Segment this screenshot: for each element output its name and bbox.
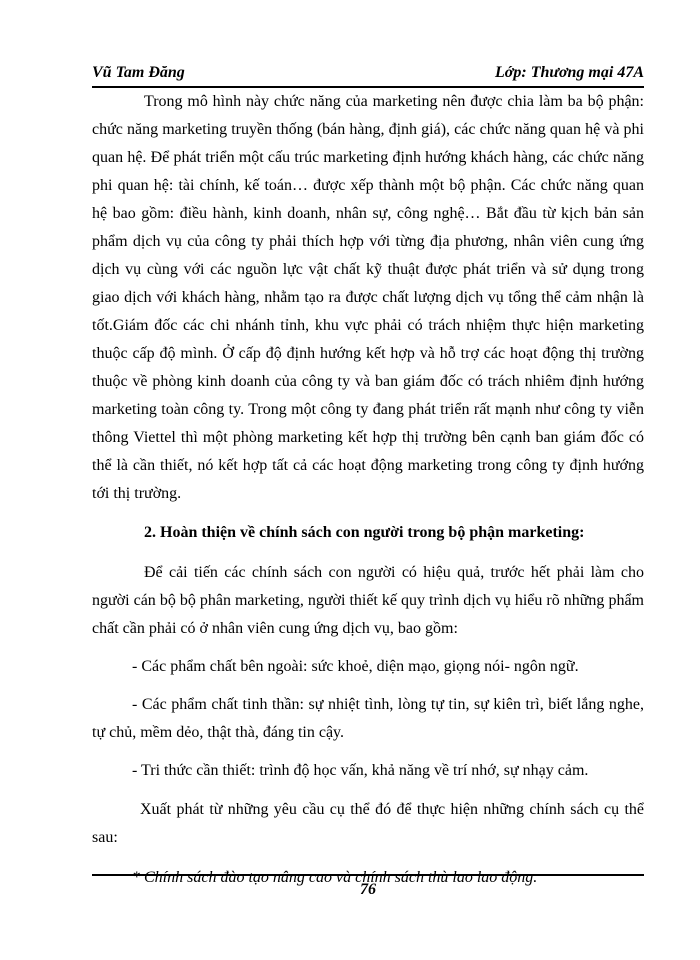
subheading-training-policy: * Chính sách đào tạo nâng cao và chính sách thù lao lao động.: [132, 869, 538, 886]
page-number: 76: [360, 881, 376, 898]
paragraph-marketing-functions: Trong mô hình này chức năng của marketing nên được chia làm ba bộ phận: chức năng marketing truyền thống (bán hàng, định giá), các chức năng quan hệ và phi quan hệ. Để phát triển một cấu trúc marketing định hướng khách hàng, các chức năng phi quan hệ: tài chính, kế toán… được xếp thành một bộ phận. Các chức năng quan hệ bao gồm: điều hành, kinh doanh, nhân sự, công nghệ… Bắt đầu từ kịch bản sản phẩm dịch vụ của công ty phải thích hợp với từng địa phương, nhân viên cung ứng dịch vụ cùng với các nguồn lực vật chất kỹ thuật được phát triển và sử dụng trong giao dịch với khách hàng, nhằm tạo ra được chất lượng dịch vụ tổng thể cảm nhận là tốt.Giám đốc các chi nhánh tỉnh, khu vực phải có trách nhiệm thực hiện marketing thuộc cấp độ mình. Ở cấp độ định hướng kết hợp và hỗ trợ các hoạt động thị trường thuộc về phòng kinh doanh của công ty và ban giám đốc có trách nhiêm định hướng marketing toàn công ty. Trong một công ty đang phát triển rất mạnh như công ty viễn thông Viettel thì một phòng marketing kết hợp thị trường bên cạnh ban giám đốc có thể là cần thiết, nó kết hợp tất cả các hoạt động marketing trong công ty định hướng tới thị trường.: [92, 93, 644, 502]
page-body: [92, 88, 644, 892]
footer-rule: [92, 874, 644, 876]
list-item: - Các phẩm chất tinh thần: sự nhiệt tình, lòng tự tin, sự kiên trì, biết lắng nghe, tự chủ, mềm dẻo, thật thà, đáng tin cậy.: [92, 696, 644, 741]
paragraph-requirements: Xuất phát từ những yêu cầu cụ thể đó để thực hiện những chính sách cụ thể sau:: [92, 801, 644, 846]
header-author: Vũ Tam Đăng: [92, 64, 185, 81]
list-item: - Các phẩm chất bên ngoài: sức khoẻ, diện mạo, giọng nói- ngôn ngữ.: [132, 658, 579, 675]
section-heading: 2. Hoàn thiện về chính sách con người trong bộ phận marketing:: [144, 524, 585, 541]
header-class: Lớp: Thương mại 47A: [495, 64, 644, 81]
page-header: [92, 64, 644, 86]
paragraph-personnel-policy: Để cải tiến các chính sách con người có hiệu quả, trước hết phải làm cho người cán bộ bộ phân marketing, người thiết kế quy trình dịch vụ hiểu rõ những phẩm chất cần phải có ở nhân viên cung ứng dịch vụ, bao gồm:: [92, 564, 644, 637]
list-item: - Tri thức cần thiết: trình độ học vấn, khả năng về trí nhớ, sự nhạy cảm.: [132, 762, 589, 779]
